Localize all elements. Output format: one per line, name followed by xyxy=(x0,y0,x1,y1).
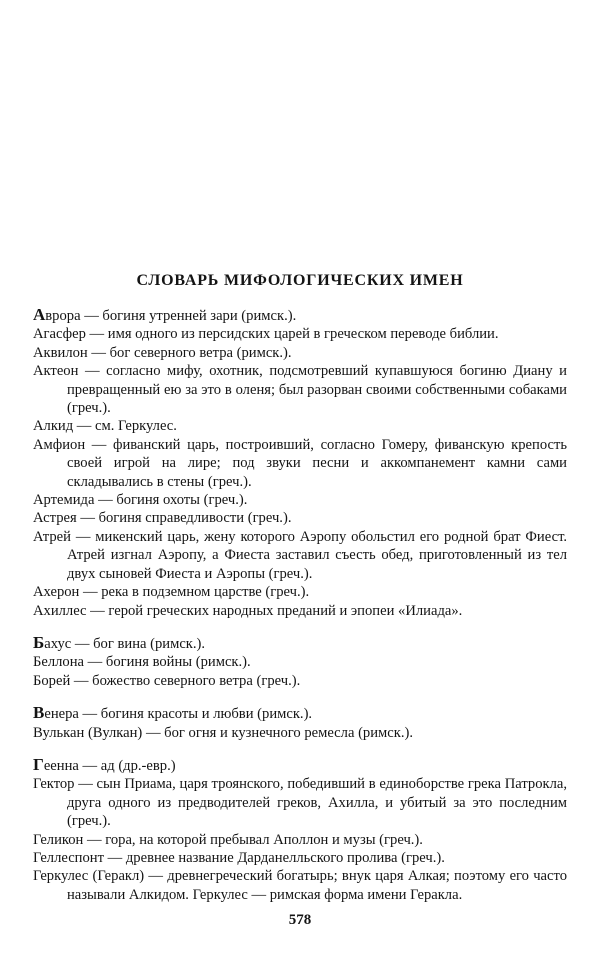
entry-amfion xyxy=(33,436,567,491)
entry-initial-letter: В xyxy=(33,703,45,723)
entry-astreya xyxy=(33,509,567,527)
entry-text: енера — богиня красоты и любви (римск.). xyxy=(44,706,313,723)
letter-group-v xyxy=(33,704,567,742)
entry-vulkan xyxy=(33,724,567,742)
entry-text: Геликон — гора, на которой пребывал Аполлон и музы (греч.). xyxy=(33,831,423,848)
entry-text: Атрей — микенский царь, жену которого Аэропу обольстил его родной брат Фиест. Атрей изгнал Аэропу, а Фиеста заставил съесть обед, приготовленный из тел двух сыновей Фиеста и Аэропы (греч.). xyxy=(33,528,567,582)
entry-text: еенна — ад (др.-евр.) xyxy=(43,757,176,774)
entry-initial-letter: Г xyxy=(33,754,44,774)
entry-borey xyxy=(33,672,567,690)
entry-text: Агасфер — имя одного из персидских царей в греческом переводе библии. xyxy=(33,326,499,343)
page-number: 578 xyxy=(288,912,312,928)
entry-bellona xyxy=(33,653,567,671)
entry-geenna xyxy=(33,756,567,775)
entry-gektor xyxy=(33,775,567,830)
entry-text: Амфион — фиванский царь, построивший, согласно Гомеру, фиванскую крепость своей игрой на лире; под звуки песни и аккомпанемент камни сами складывались в стены (греч.). xyxy=(33,436,567,490)
entry-text: врора — богиня утренней зари (римск.). xyxy=(45,308,297,324)
entry-initial-letter: Б xyxy=(33,632,45,652)
entry-text: Алкид — см. Геркулес. xyxy=(33,418,177,435)
entry-text: Борей — божество северного ветра (греч.). xyxy=(33,672,301,689)
entry-akteon xyxy=(33,362,567,417)
entry-atrey xyxy=(33,528,567,583)
page-title: СЛОВАРЬ МИФОЛОГИЧЕСКИХ ИМЕН xyxy=(136,272,464,289)
entry-bakhus xyxy=(33,634,567,653)
entry-text: Беллона — богиня войны (римск.). xyxy=(33,654,251,671)
entry-gerkules xyxy=(33,867,567,904)
entry-text: Актеон — согласно мифу, охотник, подсмотревший купавшуюся богиню Диану и превращенный ею за это в оленя; был разорван своими собственными собаками (греч.). xyxy=(33,363,567,417)
entry-venera xyxy=(33,704,567,723)
entry-gellespont xyxy=(33,849,567,867)
entry-text: Артемида — богиня охоты (греч.). xyxy=(33,492,248,509)
letter-group-a xyxy=(33,306,567,620)
entry-akvilon xyxy=(33,344,567,362)
entry-agasfer xyxy=(33,325,567,343)
entry-alkid xyxy=(33,417,567,435)
entry-text: Ахиллес — герой греческих народных преданий и эпопеи «Илиада». xyxy=(33,602,463,619)
entry-akheron xyxy=(33,583,567,601)
entry-text: Астрея — богиня справедливости (греч.). xyxy=(33,510,292,527)
entry-artemida xyxy=(33,491,567,509)
entry-text: Аквилон — бог северного ветра (римск.). xyxy=(33,344,292,361)
letter-group-b xyxy=(33,634,567,690)
entry-text: ахус — бог вина (римск.). xyxy=(44,635,206,652)
entry-akhilles xyxy=(33,602,567,620)
entry-text: Геркулес (Геракл) — древнегреческий богатырь; внук царя Алкая; поэтому его часто называли Алкидом. Геркулес — римская форма имени Геракла. xyxy=(33,868,567,903)
entry-gelikon xyxy=(33,831,567,849)
entry-text: Геллеспонт — древнее название Дарданелльского пролива (греч.). xyxy=(33,849,445,866)
entry-avrora xyxy=(33,306,567,325)
entry-text: Гектор — сын Приама, царя троянского, победивший в единоборстве грека Патрокла, друга одного из предводителей греков, Ахилла, и убитый за это последним (греч.). xyxy=(33,776,567,830)
dictionary-entries xyxy=(33,306,567,918)
entry-initial-letter: А xyxy=(33,305,46,324)
entry-text: Ахерон — река в подземном царстве (греч.). xyxy=(33,584,310,601)
letter-group-g xyxy=(33,756,567,904)
entry-text: Вулькан (Вулкан) — бог огня и кузнечного ремесла (римск.). xyxy=(33,724,413,741)
